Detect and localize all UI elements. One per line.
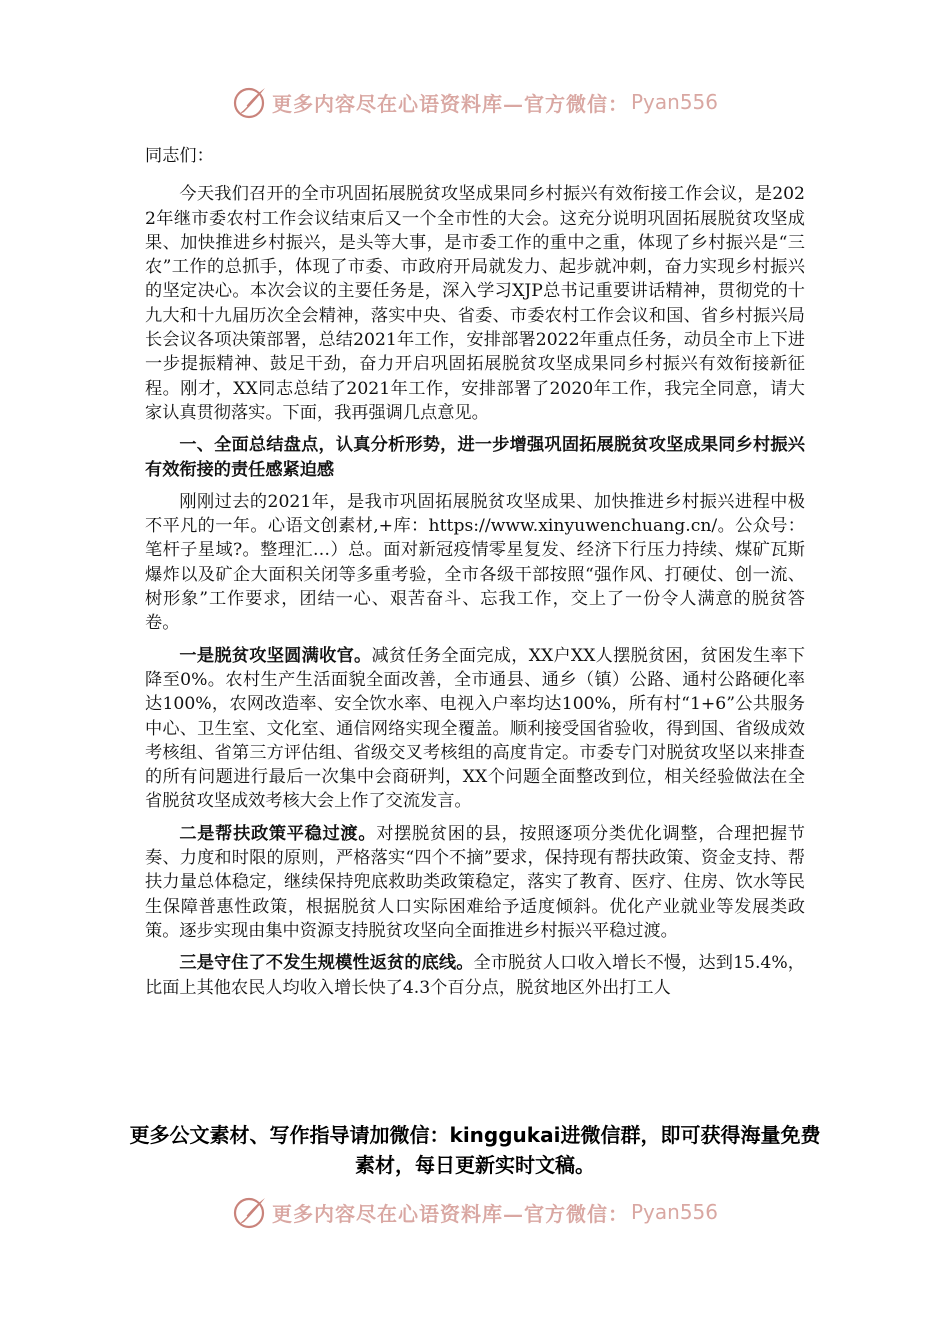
quill-logo-icon <box>232 84 268 120</box>
document-body <box>145 144 805 1008</box>
point-1-paragraph <box>145 644 805 814</box>
footer-banner-text: 更多内容尽在心语资料库—官方微信： <box>271 1201 629 1226</box>
header-banner <box>0 82 950 122</box>
point-1-body: 减贫任务全面完成，XX户XX人摆脱贫困，贫困发生率下降至0%。农村生产生活面貌全面改善，全市通县、通乡（镇）公路、通村公路硬化率达100%，农网改造率、安全饮水率、电视入户率均达100%，所有村“1+6”公共服务中心、卫生室、文化室、通信网络实现全覆盖。顺利接受国省验收，得到国、省级成效考核组、省第三方评估组、省级交叉考核组的高度肯定。市委专门对脱贫攻坚以来排查的所有问题进行最后一次集中会商研判，XX个问题全面整改到位，相关经验做法在全省脱贫攻坚成效考核大会上作了交流发言。 <box>145 645 805 812</box>
header-wechat-id: Pyan556 <box>630 90 718 114</box>
wechat-notice: 更多公文素材、写作指导请加微信：kinggukai进微信群，即可获得海量免费素材，每日更新实时文稿。 <box>129 1123 821 1177</box>
point-2-paragraph <box>145 822 805 943</box>
header-banner-content <box>232 84 718 120</box>
quill-logo-icon <box>232 1194 268 1230</box>
footer-wechat-id: Pyan556 <box>630 1200 718 1224</box>
footer-banner-content <box>232 1194 718 1230</box>
salutation: 同志们： <box>145 146 214 166</box>
intro-paragraph: 今天我们召开的全市巩固拓展脱贫攻坚成果同乡村振兴有效衔接工作会议，是2022年继市委农村工作会议结束后又一个全市性的大会。这充分说明巩固拓展脱贫攻坚成果、加快推进乡村振兴，是头等大事，是市委工作的重中之重，体现了乡村振兴是“三农”工作的总抓手，体现了市委、市政府开局就发力、起步就冲刺，奋力实现乡村振兴的坚定决心。本次会议的主要任务是，深入学习XJP总书记重要讲话精神，贯彻党的十九大和十九届历次全会精神，落实中央、省委、市委农村工作会议和国、省乡村振兴局长会议各项决策部署，总结2021年工作，安排部署2022年重点任务，动员全市上下进一步提振精神、鼓足干劲，奋力开启巩固拓展脱贫攻坚成果同乡村振兴有效衔接新征程。刚才，XX同志总结了2021年工作，安排部署了2020年工作，我完全同意，请大家认真贯彻落实。下面，我再强调几点意见。 <box>145 184 805 423</box>
point-3-lead: 三是守住了不发生规模性返贫的底线。 <box>179 953 474 974</box>
point-3-body: 全市脱贫人口收入增长不慢，达到15.4%，比面上其他农民人均收入增长快了4.3个百分点，脱贫地区外出打工人 <box>145 953 805 998</box>
footer-banner <box>0 1192 950 1232</box>
point-2-body: 对摆脱贫困的县，按照逐项分类优化调整，合理把握节奏、力度和时限的原则，严格落实“四个不摘”要求，保持现有帮扶政策、资金支持、帮扶力量总体稳定，继续保持兜底救助类政策稳定，落实了教育、医疗、住房、饮水等民生保障普惠性政策，根据脱贫人口实际困难给予适度倾斜。优化产业就业等发展类政策。逐步实现由集中资源支持脱贫攻坚向全面推进乡村振兴平稳过渡。 <box>145 823 805 941</box>
section-1-heading: 一、全面总结盘点，认真分析形势，进一步增强巩固拓展脱贫攻坚成果同乡村振兴有效衔接的责任感紧迫感 <box>145 435 805 480</box>
point-3-paragraph <box>145 951 805 1000</box>
point-1-lead: 一是脱贫攻坚圆满收官。 <box>179 645 372 666</box>
point-2-lead: 二是帮扶政策平稳过渡。 <box>179 823 377 844</box>
header-banner-text: 更多内容尽在心语资料库—官方微信： <box>271 91 629 116</box>
section-1-paragraph: 刚刚过去的2021年，是我市巩固拓展脱贫攻坚成果、加快推进乡村振兴进程中极不平凡的一年。心语文创素材,+库：https://www.xinyuwenchuang.cn/。公众号：笔杆子星域?。整理汇…）总。面对新冠疫情零星复发、经济下行压力持续、煤矿瓦斯爆炸以及矿企大面积关闭等多重考验，全市各级干部按照“强作风、打硬仗、创一流、树形象”工作要求，团结一心、艰苦奋斗、忘我工作，交上了一份令人满意的脱贫答卷。 <box>145 491 805 634</box>
